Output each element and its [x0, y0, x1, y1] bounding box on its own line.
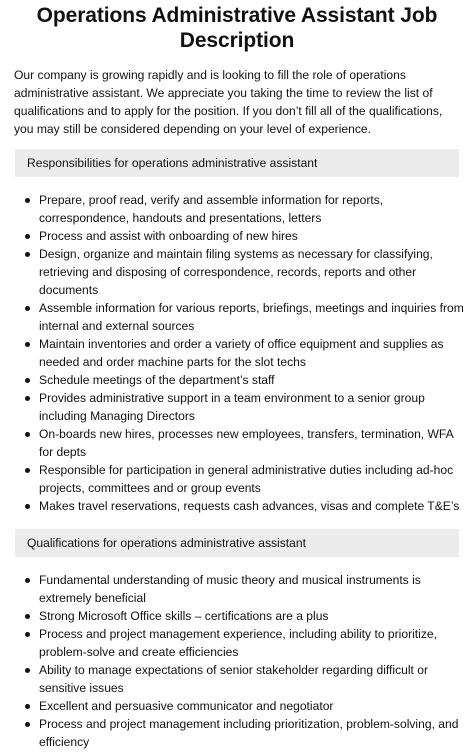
list-item [39, 715, 466, 751]
list-item-text: Assemble information for various reports, briefings, meetings and inquiries from internal and external sources [39, 301, 464, 333]
qualifications-list [0, 571, 466, 751]
list-item-text: Responsible for participation in general administrative duties including ad-hoc projects, committees and or group events [39, 463, 454, 495]
list-item-text: Fundamental understanding of music theory and musical instruments is extremely beneficial [39, 573, 421, 605]
list-item-text: Design, organize and maintain filing systems as necessary for classifying, retrieving and disposing of correspondence, records, reports and other documents [39, 247, 433, 297]
bullet-icon [25, 722, 30, 727]
list-item [39, 371, 466, 389]
page-title: Operations Administrative Assistant Job Description [36, 4, 438, 52]
list-item-text: Schedule meetings of the department’s staff [39, 373, 275, 387]
list-item [39, 191, 466, 227]
list-item [39, 389, 466, 425]
list-item-text: Provides administrative support in a team environment to a senior group including Managing Directors [39, 391, 425, 423]
bullet-icon [25, 578, 30, 583]
bullet-icon [25, 396, 30, 401]
bullet-icon [25, 306, 30, 311]
bullet-icon [25, 468, 30, 473]
bullet-icon [25, 632, 30, 637]
list-item [39, 571, 466, 607]
list-item-text: Ability to manage expectations of senior stakeholder regarding difficult or sensitive issues [39, 663, 429, 695]
bullet-icon [25, 504, 30, 509]
bullet-icon [25, 342, 30, 347]
list-item-text: Process and project management experience, including ability to prioritize, problem-solve and create efficiencies [39, 627, 437, 659]
list-item [39, 425, 466, 461]
list-item [39, 245, 466, 299]
list-item-text: Excellent and persuasive communicator and negotiator [39, 699, 334, 713]
list-item-text: Maintain inventories and order a variety of office equipment and supplies as needed and order machine parts for the slot techs [39, 337, 444, 369]
list-item [39, 497, 466, 515]
qualifications-heading: Qualifications for operations administrative assistant [15, 529, 459, 557]
bullet-icon [25, 704, 30, 709]
list-item [39, 625, 466, 661]
list-item-text: Process and project management including prioritization, problem-solving, and efficiency [39, 717, 459, 749]
bullet-icon [25, 234, 30, 239]
list-item-text: On-boards new hires, processes new employees, transfers, termination, WFA for depts [39, 427, 454, 459]
list-item-text: Makes travel reservations, requests cash advances, visas and complete T&E’s [39, 499, 460, 513]
list-item [39, 299, 466, 335]
list-item [39, 661, 466, 697]
bullet-icon [25, 198, 30, 203]
list-item [39, 461, 466, 497]
responsibilities-list [0, 191, 466, 515]
intro-paragraph: Our company is growing rapidly and is looking to fill the role of operations administrative assistant. We appreciate you taking the time to review the list of qualifications and to apply for the position. If you don’t fill all of the qualifications, you may still be considered depending on your level of experience. [14, 68, 443, 136]
bullet-icon [25, 252, 30, 257]
bullet-icon [25, 614, 30, 619]
bullet-icon [25, 432, 30, 437]
responsibilities-heading: Responsibilities for operations administrative assistant [15, 149, 459, 177]
list-item-text: Process and assist with onboarding of new hires [39, 229, 298, 243]
list-item [39, 227, 466, 245]
list-item [39, 607, 466, 625]
list-item-text: Prepare, proof read, verify and assemble information for reports, correspondence, handouts and presentations, letters [39, 193, 384, 225]
list-item [39, 697, 466, 715]
bullet-icon [25, 378, 30, 383]
list-item [39, 335, 466, 371]
list-item-text: Strong Microsoft Office skills – certifications are a plus [39, 609, 329, 623]
bullet-icon [25, 668, 30, 673]
